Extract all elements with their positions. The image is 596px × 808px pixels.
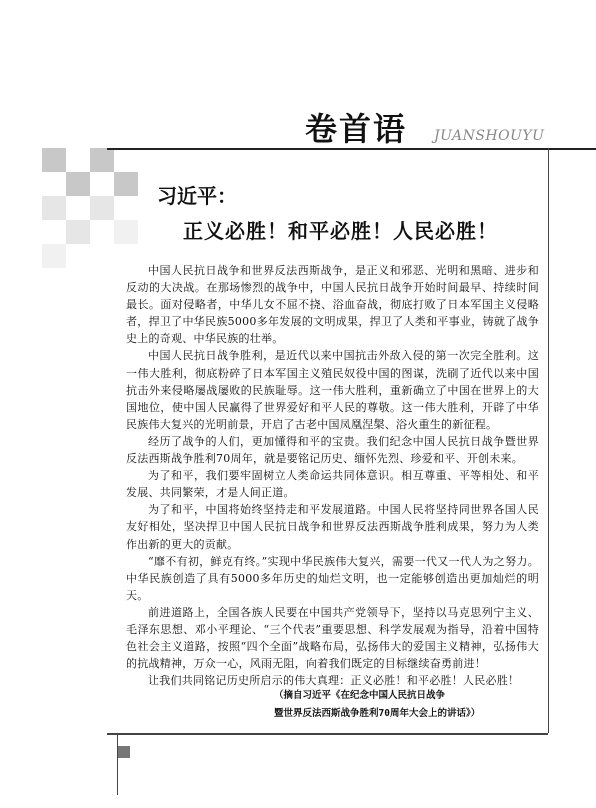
decorative-square <box>66 172 90 196</box>
source-line: （摘自习近平《在纪念中国人民抗日战争 <box>274 690 446 701</box>
decorative-square <box>42 196 66 220</box>
section-title: 卷首语 <box>305 110 408 148</box>
paragraph: 中国人民抗日战争胜利，是近代以来中国抗击外敌入侵的第一次完全胜利。这一伟大胜利，彻底粉碎了日本军国主义殖民奴役中国的图谋，洗刷了近代以来中国抗击外来侵略屡战屡败的民族耻辱。这一伟大胜利，重新确立了中国在世界上的大国地位，使中国人民赢得了世界爱好和平人民的尊敬。这一伟大胜利，开辟了中华民族伟大复兴的光明前景，开启了古老中国凤凰涅槃、浴火重生的新征程。 <box>126 349 539 431</box>
paragraph: 让我们共同铭记历史所启示的伟大真理：正义必胜！和平必胜！人民必胜！ <box>148 674 520 688</box>
corner-square <box>118 746 130 758</box>
paragraph: 经历了战争的人们，更加懂得和平的宝贵。我们纪念中国人民抗日战争暨世界反法西斯战争胜利70周年，就是要铭记历史、缅怀先烈、珍爱和平、开创未来。 <box>126 434 539 466</box>
paragraph: 为了和平，我们要牢固树立人类命运共同体意识。相互尊重、平等相处、和平发展、共同繁荣，才是人间正道。 <box>126 469 539 500</box>
paragraph: 中国人民抗日战争和世界反法西斯战争，是正义和邪恶、光明和黑暗、进步和反动的大决战。在那场惨烈的战争中，中国人民抗日战争开始时间最早、持续时间最长。面对侵略者，中华儿女不屈不挠、浴血奋战，彻底打败了日本军国主义侵略者，捍卫了中华民族5000多年发展的文明成果，捍卫了人类和平事业，铸就了战争史上的奇观、中华民族的壮举。 <box>126 264 539 346</box>
paragraph: 为了和平，中国将始终坚持走和平发展道路。中国人民将坚持同世界各国人民友好相处，坚决捍卫中国人民抗日战争和世界反法西斯战争胜利成果，努力为人类作出新的更大的贡献。 <box>126 503 539 551</box>
article-author: 习近平： <box>157 184 237 208</box>
decorative-square <box>90 196 114 220</box>
decorative-square <box>66 220 90 244</box>
frame-right-line <box>548 148 549 733</box>
decorative-square <box>42 244 66 268</box>
paragraph: “靡不有初，鲜克有终。”实现中华民族伟大复兴，需要一代又一代人为之努力。中华民族创造了具有5000多年历史的灿烂文明，也一定能够创造出更加灿烂的明天。 <box>126 554 539 602</box>
frame-left-line <box>117 735 118 795</box>
decorative-square <box>114 172 138 196</box>
article-body <box>126 262 539 689</box>
paragraph: 前进道路上，全国各族人民要在中国共产党领导下，坚持以马克思列宁主义、毛泽东思想、邓小平理论、“三个代表”重要思想、科学发展观为指导，沿着中国特色社会主义道路，按照“四个全面”战略布局，弘扬伟大的爱国主义精神，弘扬伟大的抗战精神，万众一心，风雨无阻，向着我们既定的目标继续奋勇前进！ <box>126 605 539 671</box>
article-title: 正义必胜！和平必胜！人民必胜！ <box>183 219 498 243</box>
header-rule <box>107 148 596 150</box>
frame-bottom-line <box>107 733 548 735</box>
source-line: 暨世界反法西斯战争胜利70周年大会上的讲话》） <box>274 708 481 719</box>
article-source <box>274 687 534 723</box>
section-title-pinyin: JUANSHOUYU <box>434 128 545 144</box>
decorative-square <box>42 148 66 172</box>
decorative-square <box>90 148 114 172</box>
decorative-square <box>114 220 138 244</box>
